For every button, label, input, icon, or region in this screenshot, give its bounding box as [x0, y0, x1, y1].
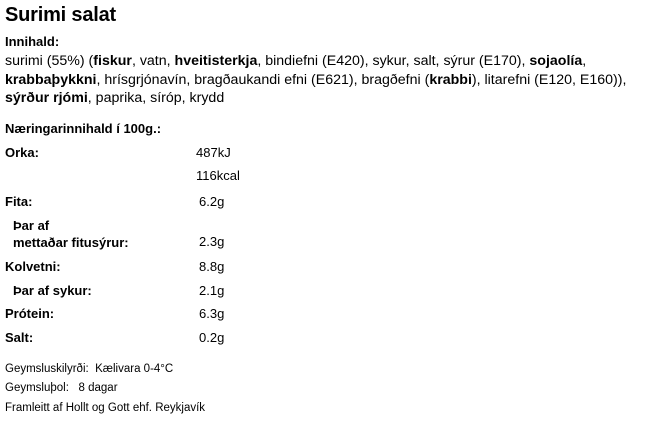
allergen-ingredient: krabbaþykkni	[5, 71, 97, 88]
salt-value: 0.2g	[199, 330, 225, 345]
allergen-ingredient: fiskur	[93, 53, 132, 69]
carbs-value: 8.8g	[199, 259, 225, 274]
allergen-ingredient: hveitisterkja	[174, 53, 258, 69]
ingredient-text: ,	[582, 53, 587, 69]
manufacturer: Framleitt af Hollt og Gott ehf. Reykjavík	[5, 402, 206, 414]
allergen-ingredient: sojaolía	[529, 53, 583, 69]
ingredients-list	[5, 52, 657, 108]
shelf-life-value: 8 dagar	[78, 382, 118, 394]
energy-label: Orka:	[5, 145, 39, 160]
page-title: Surimi salat	[5, 4, 116, 26]
ingredient-text: , paprika, síróp, krydd	[87, 90, 225, 106]
ingredients-heading: Innihald:	[5, 34, 60, 49]
protein-label: Prótein:	[5, 306, 55, 321]
salt-label: Salt:	[5, 330, 34, 345]
ingredient-text: , hrísgrjónavín, bragðaukandi efni (E621), bragðefni (	[96, 71, 430, 88]
storage-condition	[5, 362, 173, 376]
fat-value: 6.2g	[199, 194, 225, 209]
allergen-ingredient: sýrður rjómi	[5, 90, 88, 106]
carbs-label: Kolvetni:	[5, 259, 61, 274]
allergen-ingredient: krabbi	[429, 71, 472, 88]
shelf-life	[5, 381, 118, 395]
energy-kj-value: 487kJ	[196, 145, 231, 160]
storage-condition-value: Kælivara 0-4°C	[95, 363, 174, 375]
fat-label: Fita:	[5, 194, 33, 209]
shelf-life-label: Geymsluþol:	[5, 382, 69, 394]
nutrition-heading: Næringarinnihald í 100g.:	[5, 121, 162, 136]
ingredient-text: ), litarefni (E120, E160)),	[471, 71, 627, 88]
sugar-value: 2.1g	[199, 283, 225, 298]
ingredient-text: , bindiefni (E420), sykur, salt, sýrur (E170),	[257, 53, 530, 69]
energy-kcal-value: 116kcal	[196, 168, 240, 183]
ingredient-text: , vatn,	[131, 53, 175, 69]
saturated-fat-value: 2.3g	[199, 234, 225, 249]
ingredient-text: surimi (55%) (	[5, 53, 94, 69]
sugar-label: Þar af sykur:	[13, 283, 92, 298]
saturated-fat-label-line1: Þar af	[13, 218, 50, 233]
storage-condition-label: Geymsluskilyrði:	[5, 363, 89, 375]
saturated-fat-label-line2: mettaðar fitusýrur:	[13, 235, 129, 250]
protein-value: 6.3g	[199, 306, 225, 321]
